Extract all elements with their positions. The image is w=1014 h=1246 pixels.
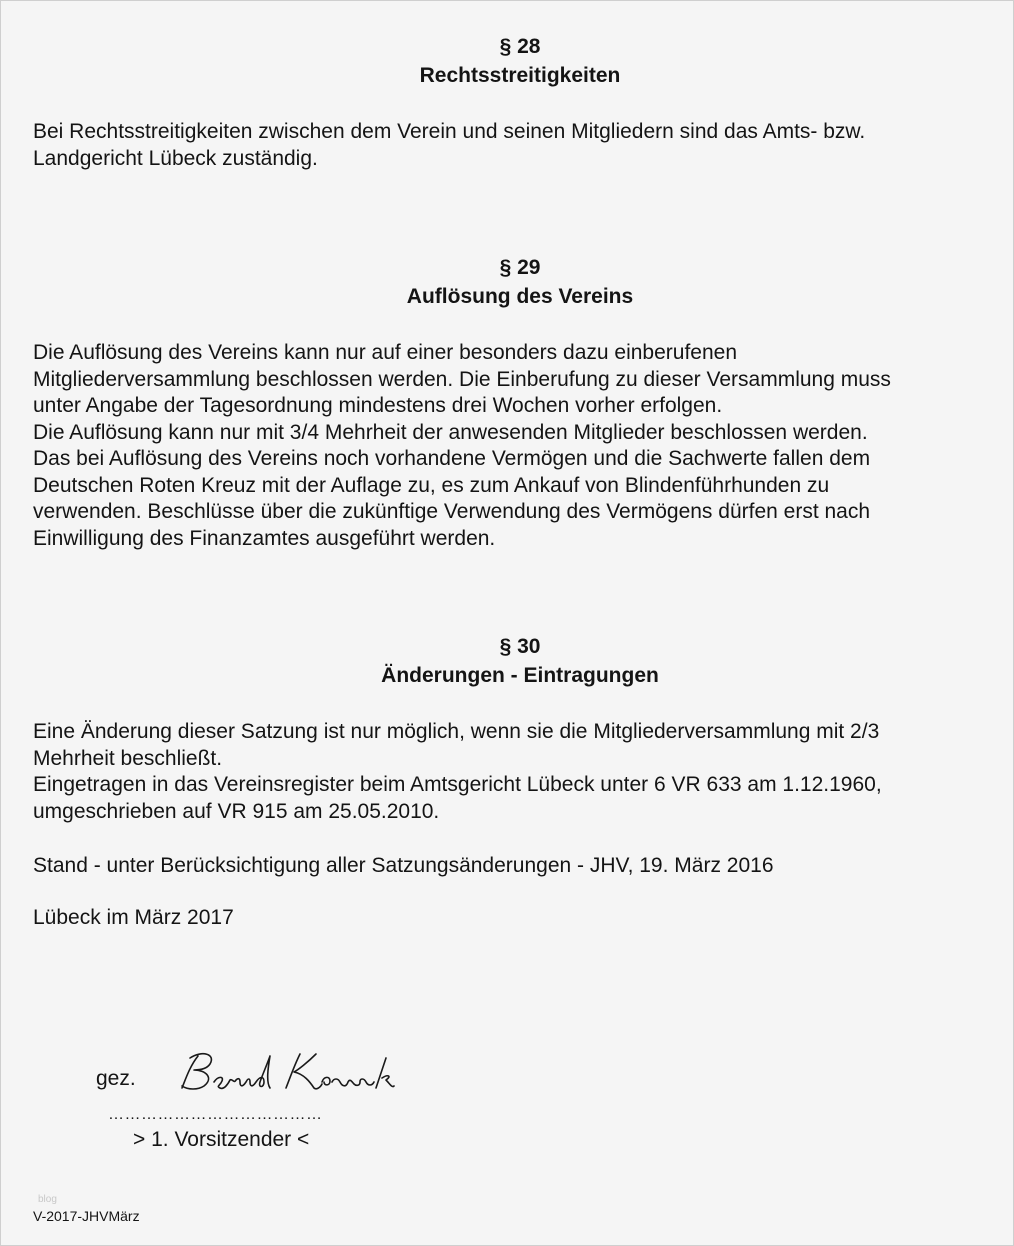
section-28-heading <box>0 32 1014 90</box>
section-30-heading <box>0 632 1014 690</box>
signature-label: gez. <box>96 1067 136 1090</box>
handwritten-signature <box>176 1048 396 1103</box>
section-30-body <box>33 719 1003 825</box>
body-line: Deutschen Roten Kreuz mit der Auflage zu, es zum Ankauf von Blindenführhunden zu <box>33 473 830 497</box>
section-29-body <box>33 340 1003 552</box>
body-line: Bei Rechtsstreitigkeiten zwischen dem Verein und seinen Mitgliedern sind das Amts- bzw. <box>33 120 866 143</box>
footer-reference: V-2017-JHVMärz <box>33 1208 140 1224</box>
body-line: Das bei Auflösung des Vereins noch vorhandene Vermögen und die Sachwerte fallen dem <box>33 447 871 470</box>
section-number: § 29 <box>499 256 541 279</box>
section-number: § 30 <box>499 635 541 658</box>
body-line: Einwilligung des Finanzamtes ausgeführt werden. <box>33 526 496 550</box>
body-line: Eingetragen in das Vereinsregister beim Amtsgericht Lübeck unter 6 VR 633 am 1.12.1960, <box>33 773 882 796</box>
section-number: § 28 <box>499 35 541 58</box>
section-title: Änderungen - Eintragungen <box>381 664 659 687</box>
status-line: Stand - unter Berücksichtigung aller Satzungsänderungen - JHV, 19. März 2016 <box>33 854 774 877</box>
body-line: Eine Änderung dieser Satzung ist nur möglich, wenn sie die Mitgliederversammlung mit 2/3 <box>33 720 880 743</box>
body-line: Die Auflösung des Vereins kann nur auf einer besonders dazu einberufenen <box>33 341 737 364</box>
section-28-body <box>33 119 1003 172</box>
body-line: Die Auflösung kann nur mit 3/4 Mehrheit der anwesenden Mitglieder beschlossen werden. <box>33 420 868 444</box>
section-title: Rechtsstreitigkeiten <box>419 64 621 87</box>
signature-dots: ………………………………… <box>108 1106 323 1123</box>
body-line: unter Angabe der Tagesordnung mindestens drei Wochen vorher erfolgen. <box>33 394 723 417</box>
body-line: Mehrheit beschließt. <box>33 746 223 770</box>
body-line: Mitgliederversammlung beschlossen werden. Die Einberufung zu dieser Versammlung muss <box>33 367 891 391</box>
place-date: Lübeck im März 2017 <box>33 906 234 929</box>
body-line: umgeschrieben auf VR 915 am 25.05.2010. <box>33 799 440 823</box>
signature-role: > 1. Vorsitzender < <box>133 1128 310 1151</box>
body-line: Landgericht Lübeck zuständig. <box>33 146 318 170</box>
body-line: verwenden. Beschlüsse über die zukünftige Verwendung des Vermögens dürfen erst nach <box>33 500 871 523</box>
section-29-heading <box>0 253 1014 311</box>
section-title: Auflösung des Vereins <box>406 285 634 308</box>
watermark: blog <box>38 1194 57 1205</box>
